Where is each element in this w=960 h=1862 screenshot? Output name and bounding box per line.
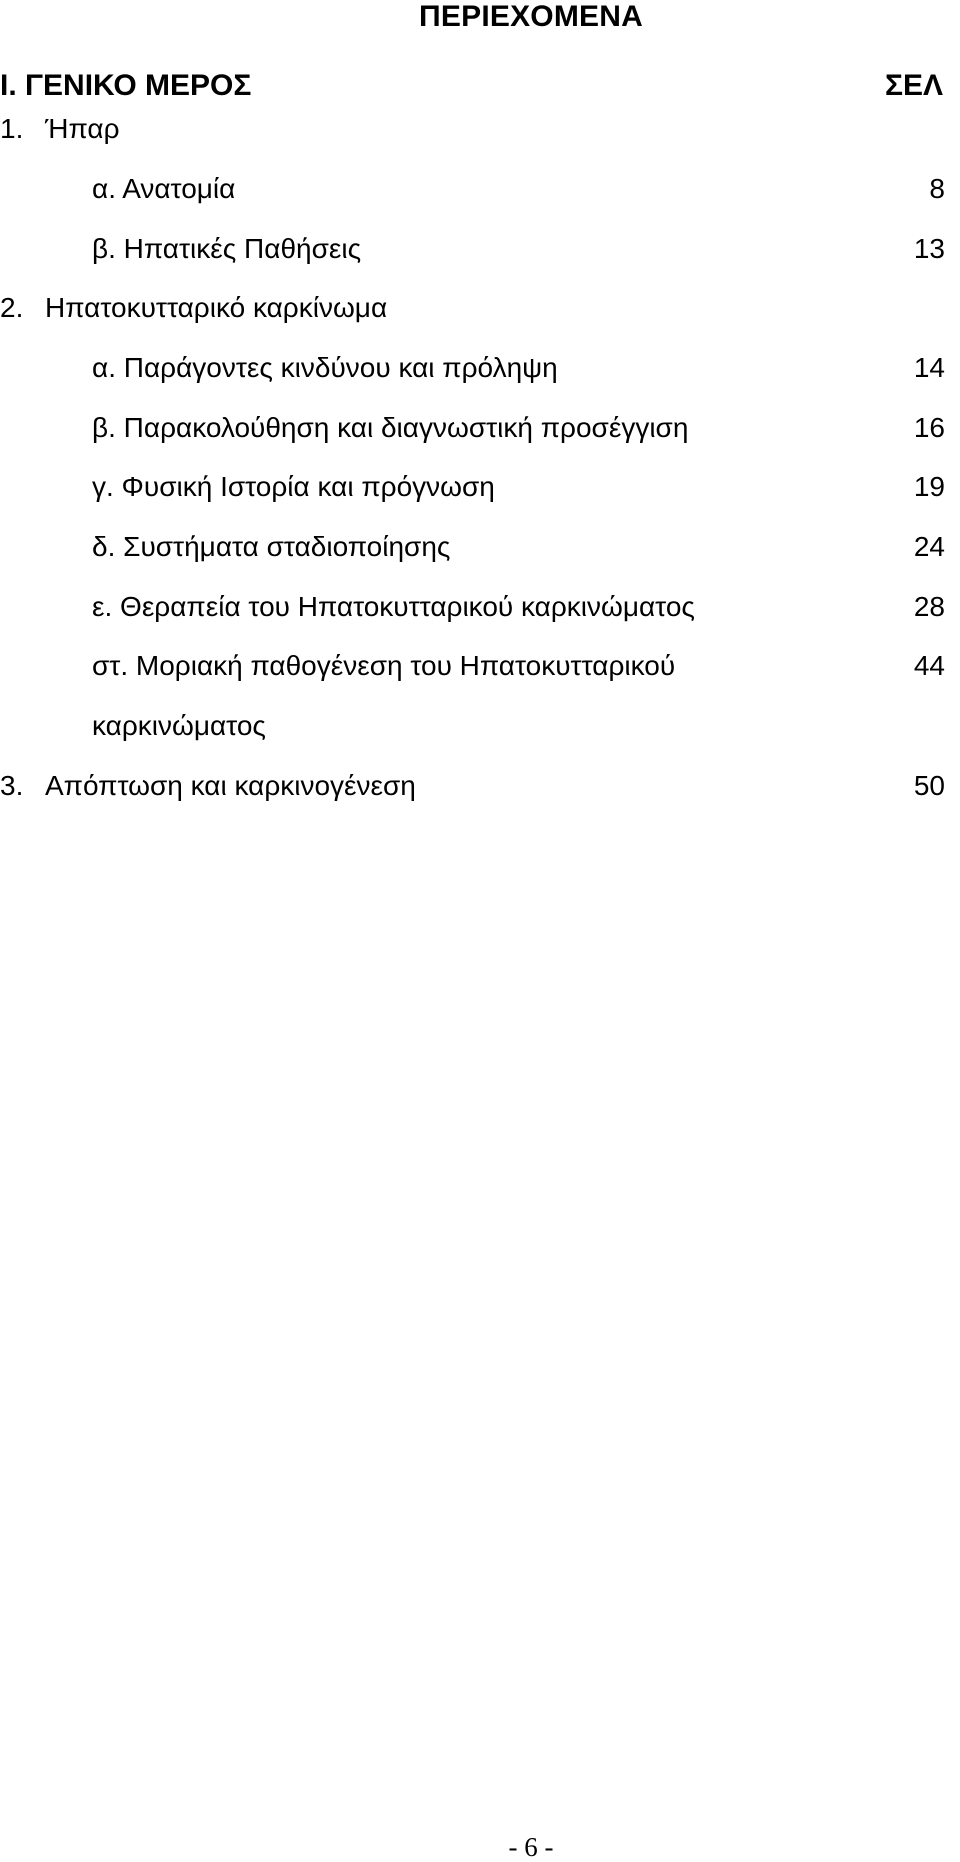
toc-entry-continuation	[0, 709, 945, 743]
toc-entry	[0, 769, 945, 803]
toc-entry	[0, 470, 945, 504]
toc-entry	[0, 351, 945, 385]
toc-entry-label: β. Ηπατικές Παθήσεις	[92, 233, 362, 264]
toc-entry-page: 24	[913, 531, 945, 562]
toc-entry	[0, 590, 945, 624]
toc-entry-label: α. Ανατομία	[92, 173, 236, 204]
footer-page-number: - 6 -	[508, 1832, 554, 1862]
toc-entry-label: Απόπτωση και καρκινογένεση	[45, 770, 416, 801]
toc-entry-page: 8	[929, 173, 945, 204]
toc-entry-number: 1.	[0, 113, 24, 144]
section-heading	[0, 68, 943, 104]
toc-entry-label: καρκινώματος	[92, 710, 266, 741]
toc-entry	[0, 112, 945, 146]
toc-entry-label: στ. Μοριακή παθογένεση του Ηπατοκυτταρικού	[92, 650, 676, 681]
toc-entry	[0, 649, 945, 683]
toc-entry-page: 16	[913, 412, 945, 443]
page-column-label: ΣΕΛ	[884, 69, 943, 102]
toc-entry	[0, 291, 945, 325]
toc-entry-label: Ηπατοκυτταρικό καρκίνωμα	[45, 292, 388, 323]
toc-entry-page: 19	[913, 471, 945, 502]
toc-entry-page: 28	[913, 591, 945, 622]
toc-entry-number: 2.	[0, 292, 24, 323]
toc-entry-label: δ. Συστήματα σταδιοποίησης	[92, 531, 451, 562]
toc-entry	[0, 530, 945, 564]
toc-entry-page: 44	[913, 650, 945, 681]
page-title: ΠΕΡΙΕΧΟΜΕΝΑ	[419, 0, 643, 33]
toc-entry	[0, 411, 945, 445]
toc-entry	[0, 172, 945, 206]
toc-entry-number: 3.	[0, 770, 24, 801]
section-heading-label: I. ΓΕΝΙΚΟ ΜΕΡΟΣ	[0, 69, 252, 102]
toc-entry-label: ε. Θεραπεία του Ηπατοκυτταρικού καρκινώματος	[92, 591, 695, 622]
toc-entry-label: β. Παρακολούθηση και διαγνωστική προσέγγιση	[92, 412, 689, 443]
toc-entry-label: α. Παράγοντες κινδύνου και πρόληψη	[92, 352, 558, 383]
toc-entry-page: 13	[913, 233, 945, 264]
toc-entry	[0, 232, 945, 266]
toc-entry-label: Ήπαρ	[45, 113, 120, 144]
toc-entry-page: 14	[913, 352, 945, 383]
toc-entry-page: 50	[913, 770, 945, 801]
toc-entry-label: γ. Φυσική Ιστορία και πρόγνωση	[92, 471, 495, 502]
